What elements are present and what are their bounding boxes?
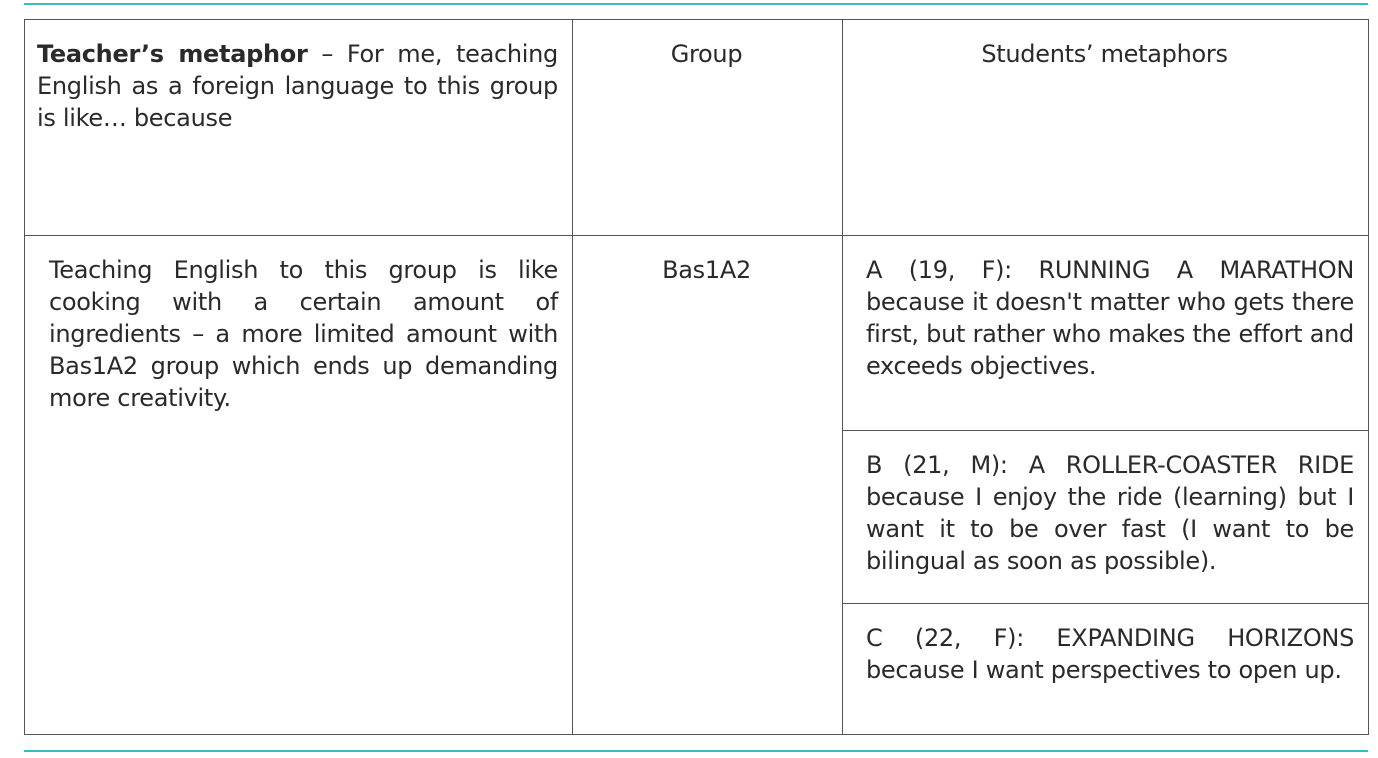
group-cell [573, 236, 843, 735]
student-metaphor-c: C (22, F): EXPANDING HORIZONS because I want perspectives to open up. [866, 624, 1354, 684]
group-value: Bas1A2 [662, 256, 751, 284]
student-metaphor-a: A (19, F): RUNNING A MARATHON because it doesn't matter who gets there first, but rather who makes the effort and exceeds objectives. [866, 256, 1354, 380]
header-teacher-metaphor [25, 20, 573, 236]
teacher-metaphor-text: Teaching English to this group is like cooking with a certain amount of ingredients – a more limited amount with Bas1A2 group which ends up demanding more creativity. [49, 256, 558, 412]
top-rule [24, 3, 1368, 5]
teacher-metaphor-cell [25, 236, 573, 735]
header-students-label: Students’ metaphors [981, 40, 1228, 68]
header-teacher-bold: Teacher’s metaphor [37, 40, 308, 68]
table-row [25, 236, 1369, 431]
header-group [573, 20, 843, 236]
header-group-label: Group [670, 40, 743, 68]
student-metaphor-a-cell [843, 236, 1369, 431]
table-header-row [25, 20, 1369, 236]
bottom-rule [24, 750, 1368, 752]
metaphor-table [24, 19, 1369, 735]
student-metaphor-c-cell [843, 604, 1369, 735]
student-metaphor-b-cell [843, 431, 1369, 604]
header-students-metaphors [843, 20, 1369, 236]
header-teacher-prompt: – For me, teaching English as a foreign language to this group is like… because [37, 40, 558, 132]
student-metaphor-b: B (21, M): A ROLLER-COASTER RIDE because I enjoy the ride (learning) but I want it to be over fast (I want to be bilingual as soon as possible). [866, 451, 1354, 575]
